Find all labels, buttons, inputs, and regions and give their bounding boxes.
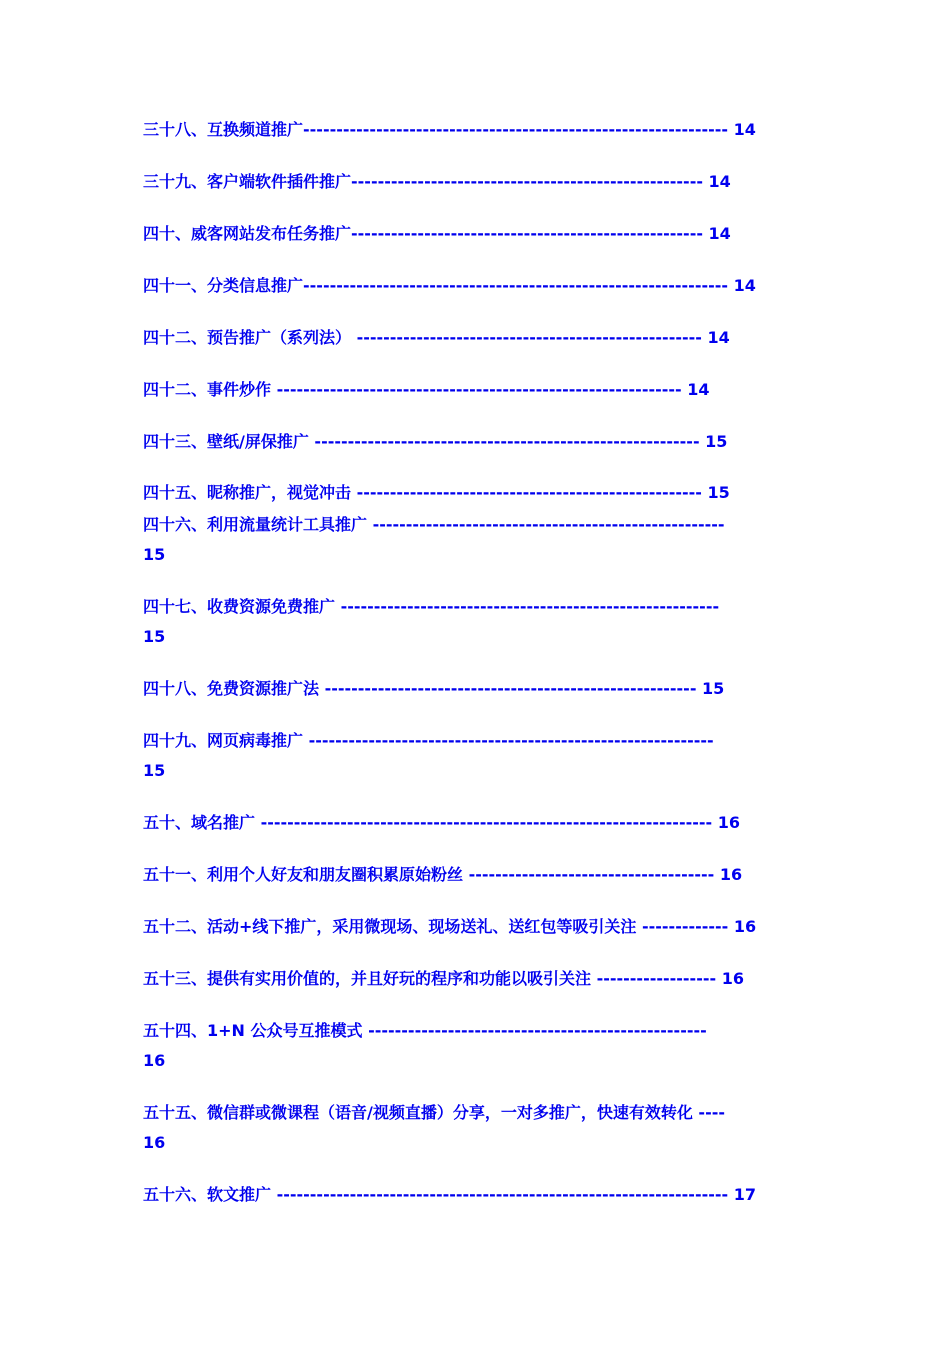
toc-entry-title: 四十八、免费资源推广法 <box>143 679 320 698</box>
toc-entry-page[interactable]: 15 <box>143 627 166 646</box>
toc-entry-title: 四十二、预告推广（系列法） <box>143 328 352 347</box>
toc-entry[interactable] <box>143 271 756 301</box>
toc-entry-leader: ---------------------------------------------------- <box>351 328 702 347</box>
toc-entry[interactable] <box>143 860 742 890</box>
toc-entry-leader: --------------------------------------------------- <box>362 1021 707 1040</box>
toc-entry-title: 五十二、活动+线下推广，采用微现场、现场送礼、送红包等吸引关注 <box>143 917 637 936</box>
toc-entry[interactable] <box>143 912 756 942</box>
toc-entry-title: 四十、威客网站发布任务推广 <box>143 224 352 243</box>
toc-entry[interactable] <box>143 219 731 249</box>
toc-entry-page: 16 <box>717 813 740 832</box>
toc-entry-title: 五十一、利用个人好友和朋友圈积累原始粉丝 <box>143 865 464 884</box>
toc-entry-page[interactable]: 15 <box>143 545 166 564</box>
toc-entry-page: 14 <box>708 172 731 191</box>
toc-entry-title: 五十五、微信群或微课程（语音/视频直播）分享，一对多推广，快速有效转化 <box>143 1103 693 1122</box>
toc-entry-title: 五十、域名推广 <box>143 813 256 832</box>
toc-entry-page: 17 <box>733 1185 756 1204</box>
toc-entry[interactable] <box>143 808 740 838</box>
toc-entry-leader: ------------------------------------------------------------- <box>303 731 714 750</box>
toc-entry[interactable] <box>143 964 744 994</box>
toc-entry-page: 14 <box>733 120 756 139</box>
toc-entry-page: 15 <box>702 679 725 698</box>
toc-entry-leader: --------------------------------------------------------- <box>335 597 720 616</box>
toc-entry-title: 四十二、事件炒作 <box>143 380 272 399</box>
toc-entry[interactable] <box>143 1098 725 1128</box>
toc-entry-page: 15 <box>705 432 728 451</box>
toc-entry-title: 三十八、互换频道推广 <box>143 120 304 139</box>
toc-entry[interactable] <box>143 427 727 457</box>
toc-entry-title: 四十六、利用流量统计工具推广 <box>143 515 368 534</box>
toc-entry[interactable] <box>143 478 730 508</box>
toc-entry-page: 14 <box>687 380 710 399</box>
toc-entry-leader: ---- <box>692 1103 725 1122</box>
toc-entry-page: 16 <box>721 969 744 988</box>
toc-entry[interactable] <box>143 1180 756 1210</box>
toc-entry[interactable] <box>143 115 756 145</box>
toc-entry-title: 四十五、昵称推广，视觉冲击 <box>143 483 352 502</box>
toc-entry-page: 14 <box>733 276 756 295</box>
toc-entry-leader: ------------------------------------------------------------- <box>271 380 682 399</box>
toc-entry-page: 16 <box>719 865 743 884</box>
toc-entry[interactable] <box>143 1016 707 1046</box>
toc-entry-leader: ------------- <box>636 917 729 936</box>
toc-entry-leader: ---------------------------------------------------------------- <box>303 120 729 139</box>
toc-entry-leader: -------------------------------------------------------- <box>319 679 697 698</box>
toc-entry-leader: ----------------------------------------------------- <box>351 172 703 191</box>
toc-entry-title: 五十三、提供有实用价值的，并且好玩的程序和功能以吸引关注 <box>143 969 592 988</box>
toc-entry[interactable] <box>143 726 714 756</box>
toc-entry-leader: ----------------------------------------------------- <box>351 224 703 243</box>
toc-entry[interactable] <box>143 674 724 704</box>
toc-entry[interactable] <box>143 375 710 405</box>
toc-entry-leader: ---------------------------------------------------------- <box>308 432 700 451</box>
toc-entry-title: 四十七、收费资源免费推广 <box>143 597 336 616</box>
toc-entry-leader: ---------------------------------------------------- <box>351 483 702 502</box>
toc-entry-leader: ------------------------------------- <box>463 865 715 884</box>
toc-entry-title: 四十一、分类信息推广 <box>143 276 304 295</box>
toc-entry-page: 14 <box>707 328 730 347</box>
toc-entry[interactable] <box>143 323 730 353</box>
toc-entry-page[interactable]: 16 <box>143 1133 166 1152</box>
toc-entry-leader: ----------------------------------------------------- <box>367 515 725 534</box>
toc-entry-page: 16 <box>733 917 757 936</box>
toc-entry-leader: ---------------------------------------------------------------- <box>303 276 729 295</box>
toc-entry[interactable] <box>143 510 725 540</box>
toc-entry-page: 14 <box>708 224 731 243</box>
toc-entry-title: 三十九、客户端软件插件推广 <box>143 172 352 191</box>
toc-entry-page[interactable]: 15 <box>143 761 166 780</box>
toc-entry[interactable] <box>143 592 719 622</box>
toc-entry-title: 四十九、网页病毒推广 <box>143 731 304 750</box>
toc-entry-title: 四十三、壁纸/屏保推广 <box>143 432 309 451</box>
toc-entry-page[interactable]: 16 <box>143 1051 166 1070</box>
toc-entry[interactable] <box>143 167 731 197</box>
toc-entry-leader: ------------------ <box>591 969 717 988</box>
toc-entry-title: 五十四、1+N 公众号互推模式 <box>143 1021 363 1040</box>
toc-entry-leader: -------------------------------------------------------------------- <box>271 1185 729 1204</box>
toc-entry-title: 五十六、软文推广 <box>143 1185 272 1204</box>
toc-entry-page: 15 <box>707 483 730 502</box>
toc-entry-leader: -------------------------------------------------------------------- <box>255 813 713 832</box>
